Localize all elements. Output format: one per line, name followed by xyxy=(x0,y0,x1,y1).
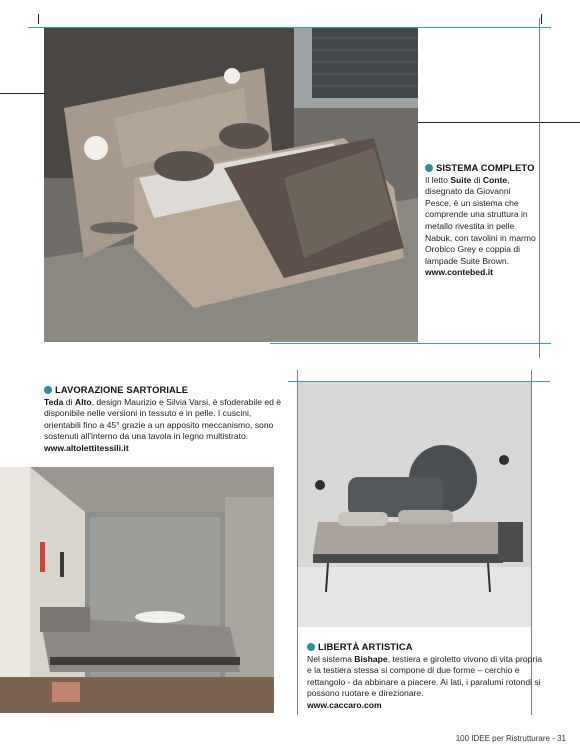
caccaro-website-link[interactable]: www.caccaro.com xyxy=(307,699,382,710)
top-left-trim-line xyxy=(38,14,39,24)
caccaro-bishape-bed-photo xyxy=(298,382,531,627)
top-right-trim-line xyxy=(541,14,542,24)
conte-website-link[interactable]: www.contebed.it xyxy=(425,267,493,278)
page-folio: 100 IDEE per Ristrutturare - 31 xyxy=(455,734,566,743)
bullet-dot-icon xyxy=(44,386,52,394)
alto-website-link[interactable]: www.altolettitessili.it xyxy=(44,442,129,453)
product-name: Bishape xyxy=(354,653,388,664)
caption-caccaro-heading: LIBERTÀ ARTISTICA xyxy=(307,641,549,653)
caption-caccaro: LIBERTÀ ARTISTICA Nel sistema Bishape, testiera e giroletto vivono di vita propria e la testiera stessa si compone di due forme – cerchio e rettangolo - da abbinare a piacere. Ai lati, i paralumi rotondi si possono ruotare e direzionare. www.caccaro.com xyxy=(307,641,549,712)
caption-conte: SISTEMA COMPLETO Il letto Suite di Conte, disegnato da Giovanni Pesce, è un sistema che comprende una struttura in metallo rivestita in pelle Nabuk, con tavolini in marmo Orobico Grey e coppia di lampade Suite Brown. www.contebed.it xyxy=(425,162,536,278)
right-frame-line xyxy=(539,18,540,358)
alto-teda-bed-photo xyxy=(0,467,274,713)
bullet-dot-icon xyxy=(307,643,315,651)
product-name: Teda xyxy=(44,396,64,407)
caption-alto: LAVORAZIONE SARTORIALE Teda di Alto, design Maurizio e Silvia Varsi, è sfoderabile ed è disponibile nelle versioni in tessuto e in pelle. I cuscini, orientabili fino a 45° grazie a un apposito meccanismo, sono sostenuti all'interno da una tavola in legno multistrato. www.altolettitessili.it xyxy=(44,384,282,453)
left-margin-rule xyxy=(0,93,44,94)
bullet-dot-icon xyxy=(425,164,433,172)
brand-name: Alto xyxy=(74,396,92,407)
product-name: Suite xyxy=(450,174,472,185)
caption-alto-heading: LAVORAZIONE SARTORIALE xyxy=(44,384,282,396)
middle-frame-line xyxy=(270,343,551,344)
conte-suite-bed-photo xyxy=(44,28,418,342)
caption-conte-heading: SISTEMA COMPLETO xyxy=(425,162,537,174)
brand-name: Conte xyxy=(482,174,508,185)
right-margin-rule xyxy=(418,122,580,123)
